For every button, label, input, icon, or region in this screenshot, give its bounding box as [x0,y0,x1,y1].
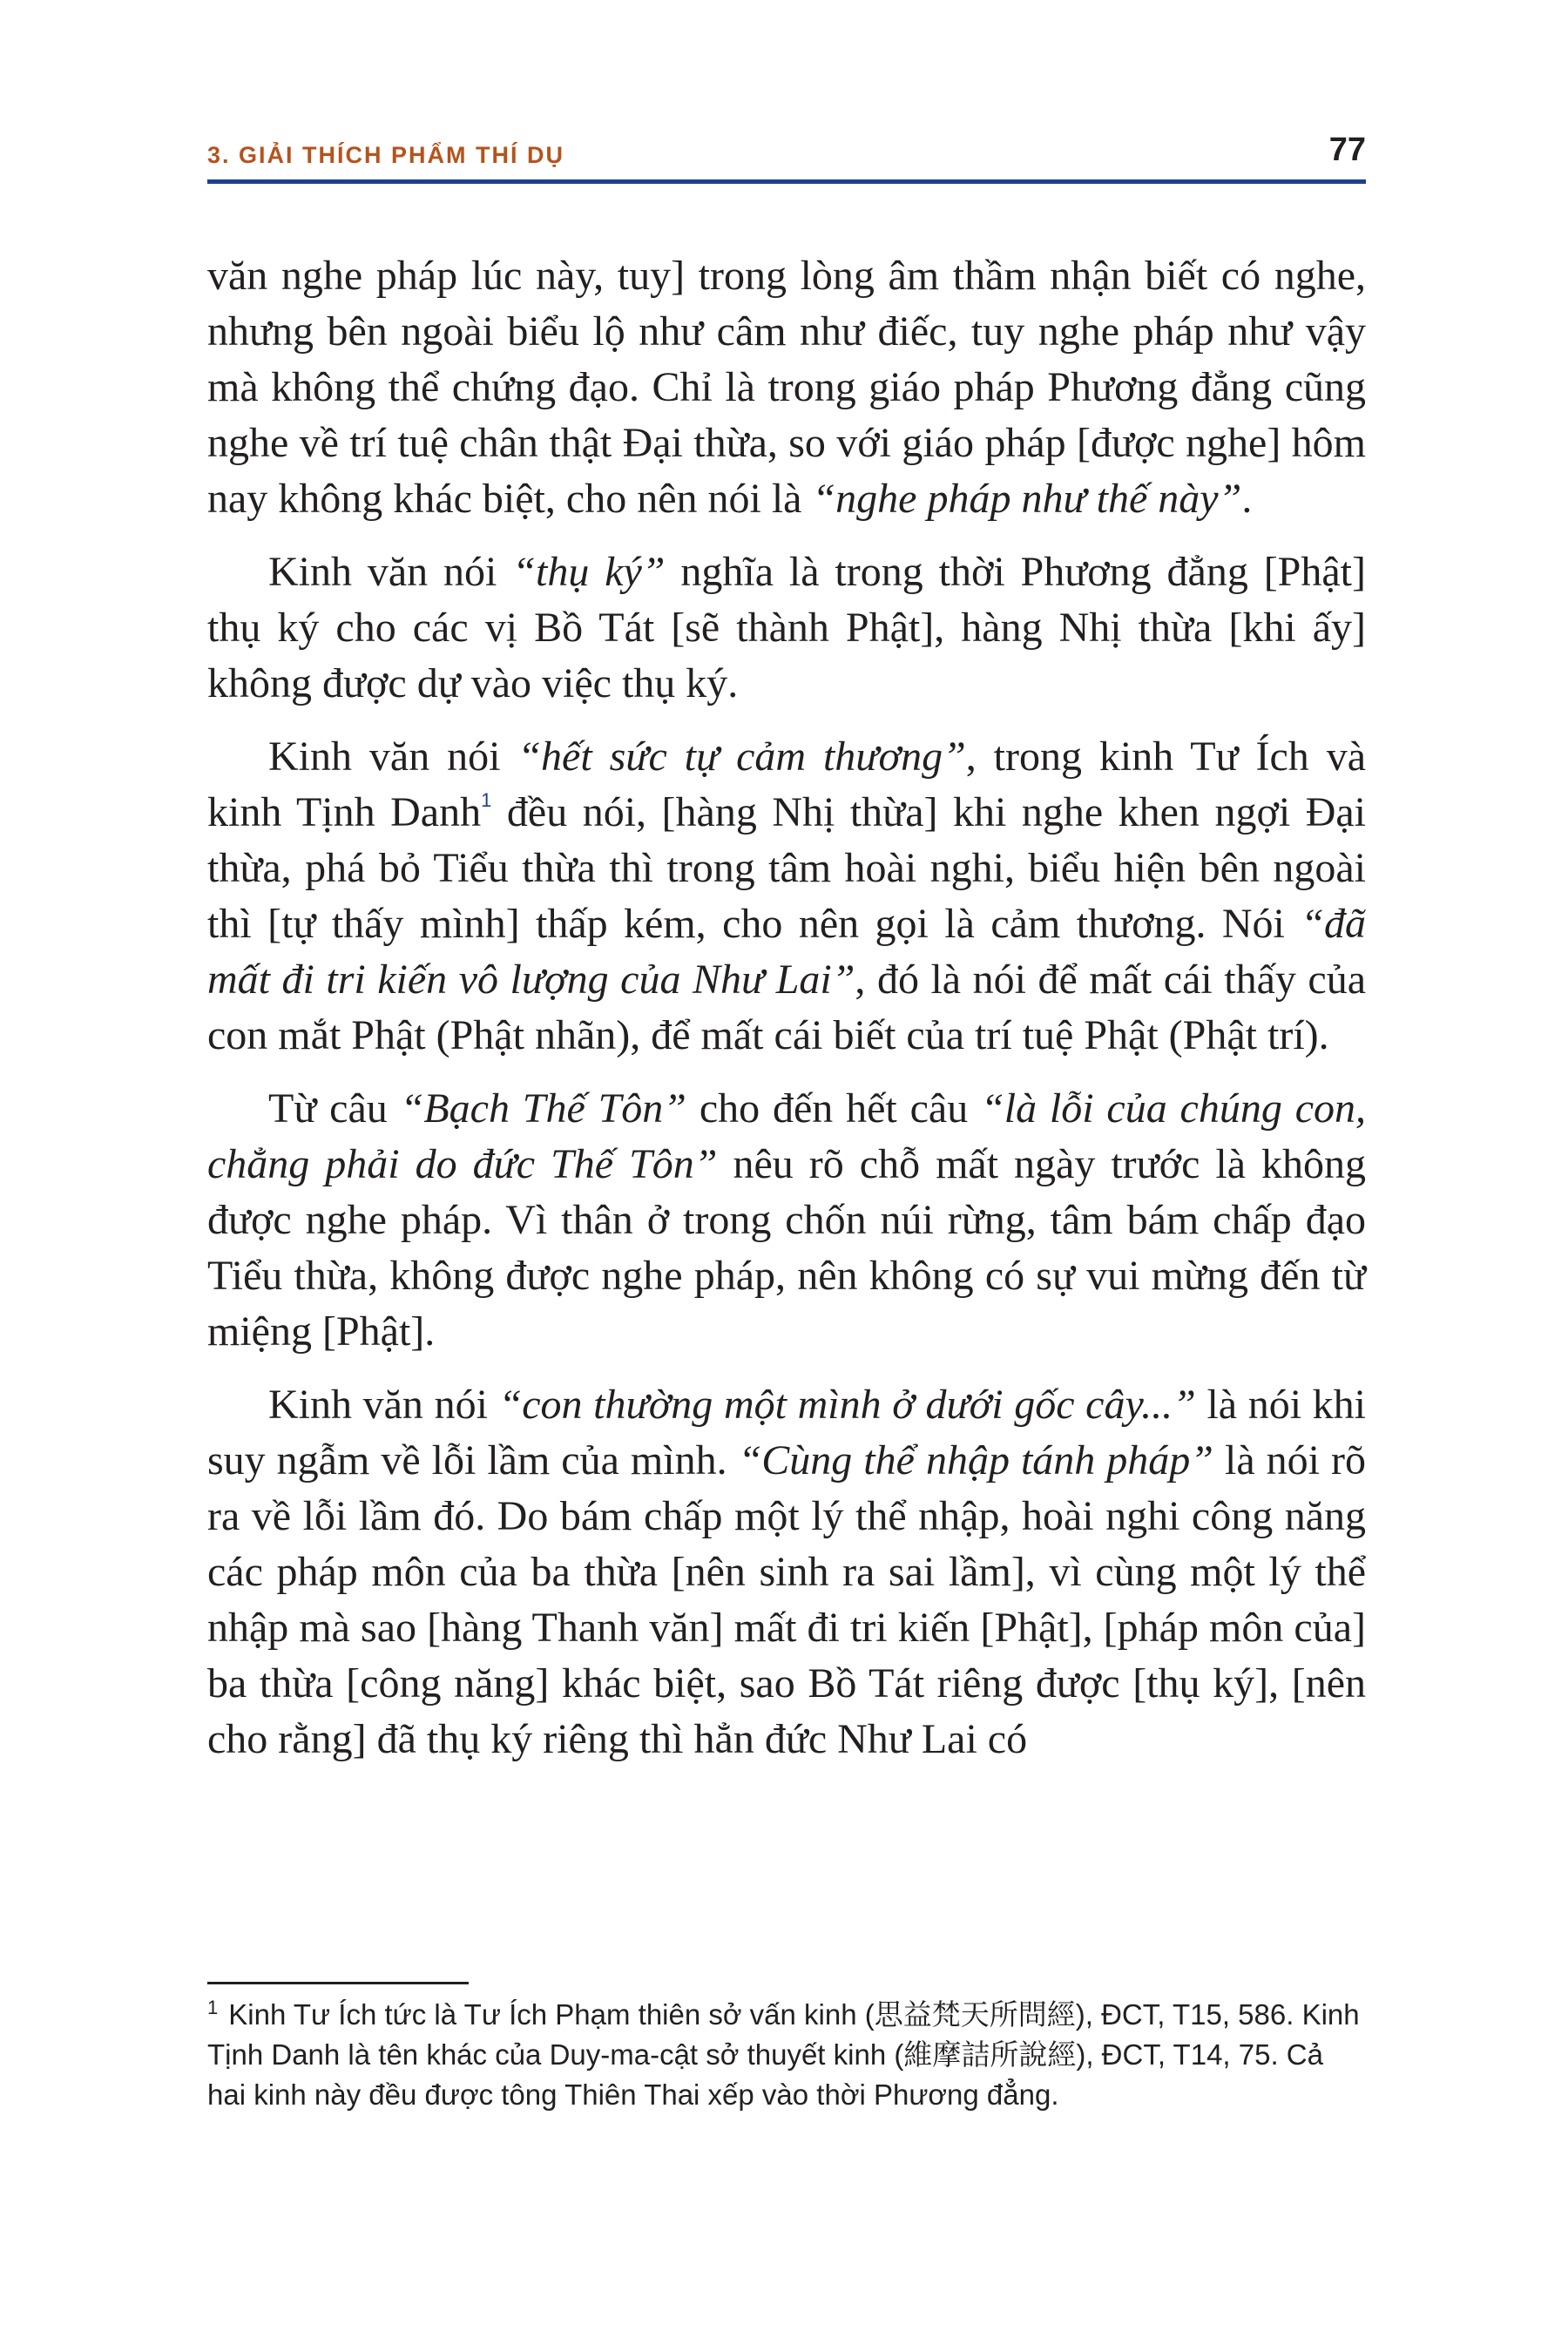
text: , trong kinh Tư Ích và kinh Tịnh Danh [207,733,1367,835]
text: . [1241,476,1253,522]
quote: “hết sức tự cảm thương” [517,733,966,780]
text: Kinh văn nói [268,1382,499,1428]
text: nghĩa là trong thời Phương đẳng [Phật] thụ ký cho các vị Bồ Tát [sẽ thành Phật], hàng Nhị thừa [khi ấy] không được dự vào việc thụ ký. [207,549,1367,706]
quote: “con thường một mình ở dưới gốc cây...” [498,1382,1196,1428]
page-number: 77 [1328,132,1366,168]
chapter-title: 3. GIẢI THÍCH PHẨM THÍ DỤ [207,142,565,168]
paragraph-2 [207,544,1366,712]
footnote-text: Kinh Tư Ích tức là Tư Ích Phạm thiên sở vấn kinh (思益梵天所問經), ĐCT, T15, 586. Kinh Tịnh Danh là tên khác của Duy-ma-cật sở thuyết kinh (維摩詰所說經), ĐCT, T14, 75. Cả hai kinh này đều được tông Thiên Thai xếp vào thời Phương đẳng. [207,1998,1360,2111]
paragraph-5 [207,1377,1366,1767]
running-header [207,122,1366,184]
quote: “là lỗi của chúng con, chẳng phải do đức Thế Tôn” [207,1085,1367,1187]
text: đều nói, [hàng Nhị thừa] khi nghe khen ngợi Đại thừa, phá bỏ Tiểu thừa thì trong tâm hoài nghi, biểu hiện bên ngoài thì [tự thấy mình] thấp kém, cho nên gọi là cảm thương. Nói [207,789,1367,947]
quote: “đã mất đi tri kiến vô lượng của Như Lai” [207,901,1366,1003]
text: cho đến hết câu [686,1085,982,1132]
paragraph-4 [207,1081,1366,1360]
quote: “nghe pháp như thế này” [812,476,1242,522]
body-text [207,248,1366,1785]
text: là nói rõ ra về lỗi lầm đó. Do bám chấp một lý thể nhập, hoài nghi công năng các pháp môn của ba thừa [nên sinh ra sai lầm], vì cùng một lý thể nhập mà sao [hàng Thanh văn] mất đi tri kiến [Phật], [pháp môn của] ba thừa [công năng] khác biệt, sao Bồ Tát riêng được [thụ ký], [nên cho rằng] đã thụ ký riêng thì hẳn đức Như Lai có [207,1437,1366,1762]
text: Kinh văn nói [268,549,513,595]
text: là nói khi suy ngẫm về lỗi lầm của mình. [207,1382,1367,1484]
quote: “Bạch Thế Tôn” [400,1085,687,1132]
text: nêu rõ chỗ mất ngày trước là không được nghe pháp. Vì thân ở trong chốn núi rừng, tâm bám chấp đạo Tiểu thừa, không được nghe pháp, nên không có sự vui mừng đến từ miệng [Phật]. [207,1141,1367,1355]
footnote-mark: 1 [207,1997,219,2018]
text: Từ câu [268,1085,401,1132]
text: văn nghe pháp lúc này, tuy] trong lòng âm thầm nhận biết có nghe, nhưng bên ngoài biểu lộ như câm như điếc, tuy nghe pháp như vậy mà không thể chứng đạo. Chỉ là trong giáo pháp Phương đẳng cũng nghe về trí tuệ chân thật Đại thừa, so với giáo pháp [được nghe] hôm nay không khác biệt, cho nên nói là [207,253,1366,522]
paragraph-3 [207,729,1366,1064]
footnote [207,1995,1366,2115]
text: Kinh văn nói [268,733,518,780]
paragraph-1 [207,248,1366,527]
quote: “Cùng thể nhập tánh pháp” [738,1437,1213,1484]
footnote-reference[interactable]: 1 [481,789,492,811]
quote: “thụ ký” [512,549,666,595]
text: , đó là nói để mất cái thấy của con mắt Phật (Phật nhãn), để mất cái biết của trí tuệ Phật (Phật trí). [207,956,1366,1058]
footnote-divider [207,1982,469,1984]
